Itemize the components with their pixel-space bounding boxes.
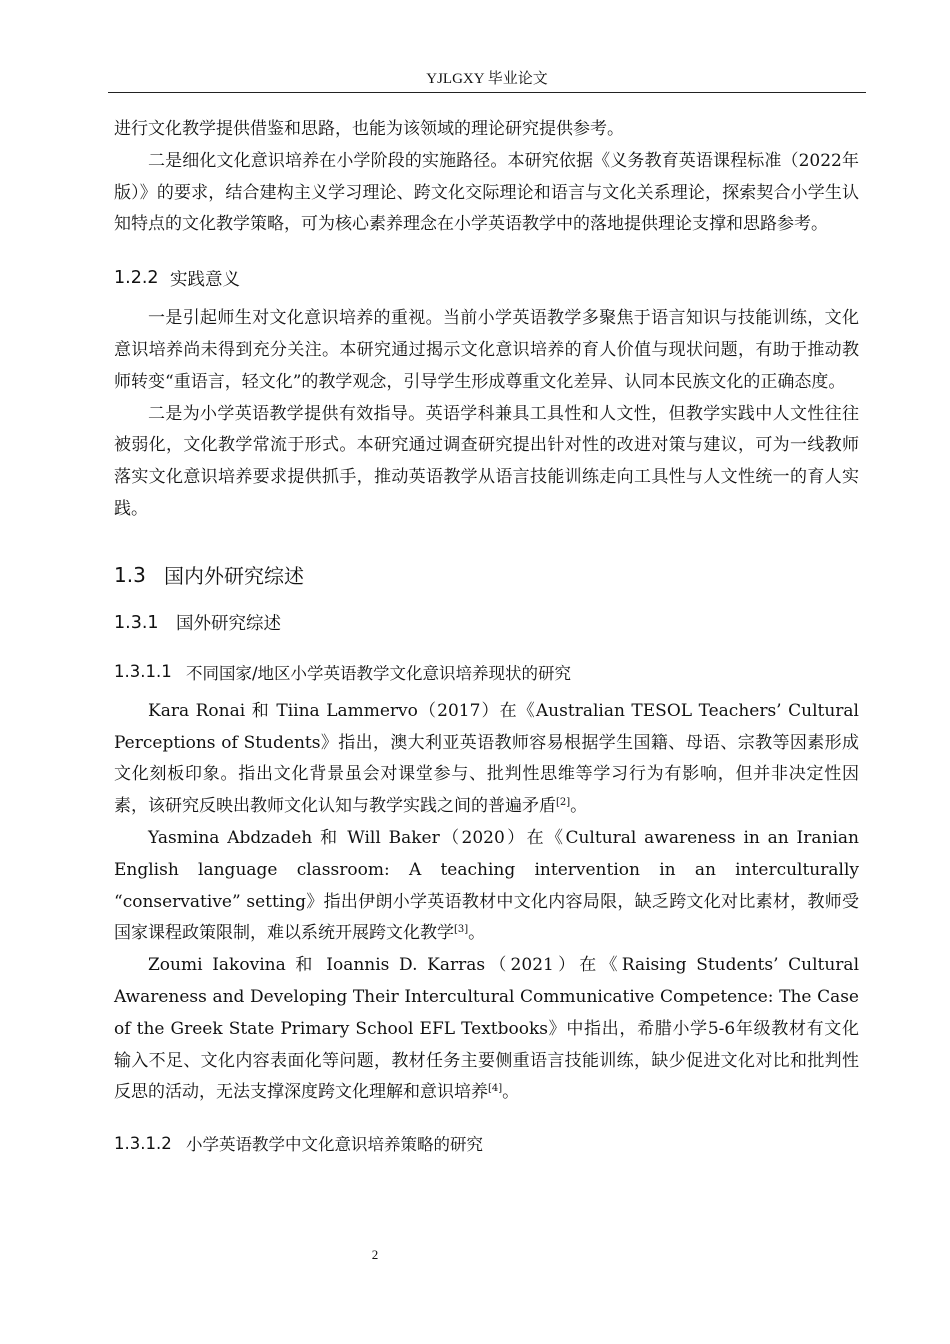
page-number: 2	[371, 1247, 379, 1262]
paragraph-text: Yasmina Abdzadeh 和 Will Baker（2020）在《Cultural awareness in an Iranian English language classroom: A teaching intervention in an interculturally “conservative” setting》指出伊朗小学英语教材中文化内容局限，缺乏跨文化对比素材，教师受国家课程政策限制，难以系统开展跨文化教学	[114, 827, 859, 944]
paragraph-text: Zoumi Iakovina 和 Ioannis D. Karras（2021）在《Raising Students’ Cultural Awareness and Developing Their Intercultural Communicative Competence: The Case of the Greek State Primary School EFL Textbooks》中指出，希腊小学5-6年级教材有文化输入不足、文化内容表面化等问题，教材任务主要侧重语言技能训练，缺少促进文化对比和批判性反思的活动，无法支撑深度跨文化理解和意识培养	[114, 955, 859, 1103]
citation-ref: [4]	[488, 1083, 503, 1095]
paragraph-intro-tail: 进行文化教学提供借鉴和思路，也能为该领域的理论研究提供参考。	[114, 119, 624, 139]
heading-number: 1.2.2	[114, 268, 159, 289]
heading-1-3-1-2	[114, 1127, 859, 1159]
paragraph-practice-2: 二是为小学英语教学提供有效指导。英语学科兼具工具性和人文性，但教学实践中人文性往往被弱化，文化教学常流于形式。本研究通过调查研究提出针对性的改进对策与建议，可为一线教师落实文化意识培养要求提供抓手，推动英语教学从语言技能训练走向工具性与人文性统一的育人实践。	[114, 403, 859, 519]
heading-title: 不同国家/地区小学英语教学文化意识培养现状的研究	[186, 663, 572, 683]
heading-1-3	[114, 556, 859, 594]
heading-number: 1.3	[114, 562, 146, 587]
heading-number: 1.3.1.2	[114, 1133, 172, 1153]
paragraph-lit-2	[114, 823, 859, 950]
paragraph-lit-1	[114, 696, 859, 823]
paragraph-theory-2: 二是细化文化意识培养在小学阶段的实施路径。本研究依据《义务教育英语课程标准（2022年版）》的要求，结合建构主义学习理论、跨文化交际理论和语言与文化关系理论，探索契合小学生认知特点的文化教学策略，可为核心素养理念在小学英语教学中的落地提供理论支撑和思路参考。	[114, 150, 859, 235]
paragraph-end: 。	[502, 1082, 520, 1103]
paragraph-lit-3	[114, 950, 859, 1109]
document-body	[114, 114, 859, 1159]
heading-1-3-1-1	[114, 656, 859, 688]
paragraph-end: 。	[570, 796, 588, 817]
heading-title: 国外研究综述	[176, 614, 281, 635]
paragraph-practice-1: 一是引起师生对文化意识培养的重视。当前小学英语教学多聚焦于语言知识与技能训练，文化意识培养尚未得到充分关注。本研究通过揭示文化意识培养的育人价值与现状问题，有助于推动教师转变“重语言，轻文化”的教学观念，引导学生形成尊重文化差异、认同本民族文化的正确态度。	[114, 308, 859, 392]
paragraph-end: 。	[468, 923, 486, 944]
citation-ref: [2]	[556, 797, 571, 809]
heading-title: 国内外研究综述	[164, 564, 304, 589]
citation-ref: [3]	[454, 924, 469, 936]
heading-1-3-1	[114, 606, 859, 640]
heading-title: 小学英语教学中文化意识培养策略的研究	[186, 1135, 483, 1155]
heading-number: 1.3.1	[114, 612, 159, 633]
heading-title: 实践意义	[170, 269, 240, 290]
paragraph-text: Kara Ronai 和 Tiina Lammervo（2017）在《Australian TESOL Teachers’ Cultural Perceptions of Students》指出，澳大利亚英语教师容易根据学生国籍、母语、宗教等因素形成文化刻板印象。指出文化背景虽会对课堂参与、批判性思维等学习行为有影响，但并非决定性因素，该研究反映出教师文化认知与教学实践之间的普遍矛盾	[114, 700, 859, 817]
heading-number: 1.3.1.1	[114, 662, 172, 682]
page-header: YJLGXY 毕业论文	[108, 68, 866, 93]
heading-1-2-2	[114, 261, 859, 295]
